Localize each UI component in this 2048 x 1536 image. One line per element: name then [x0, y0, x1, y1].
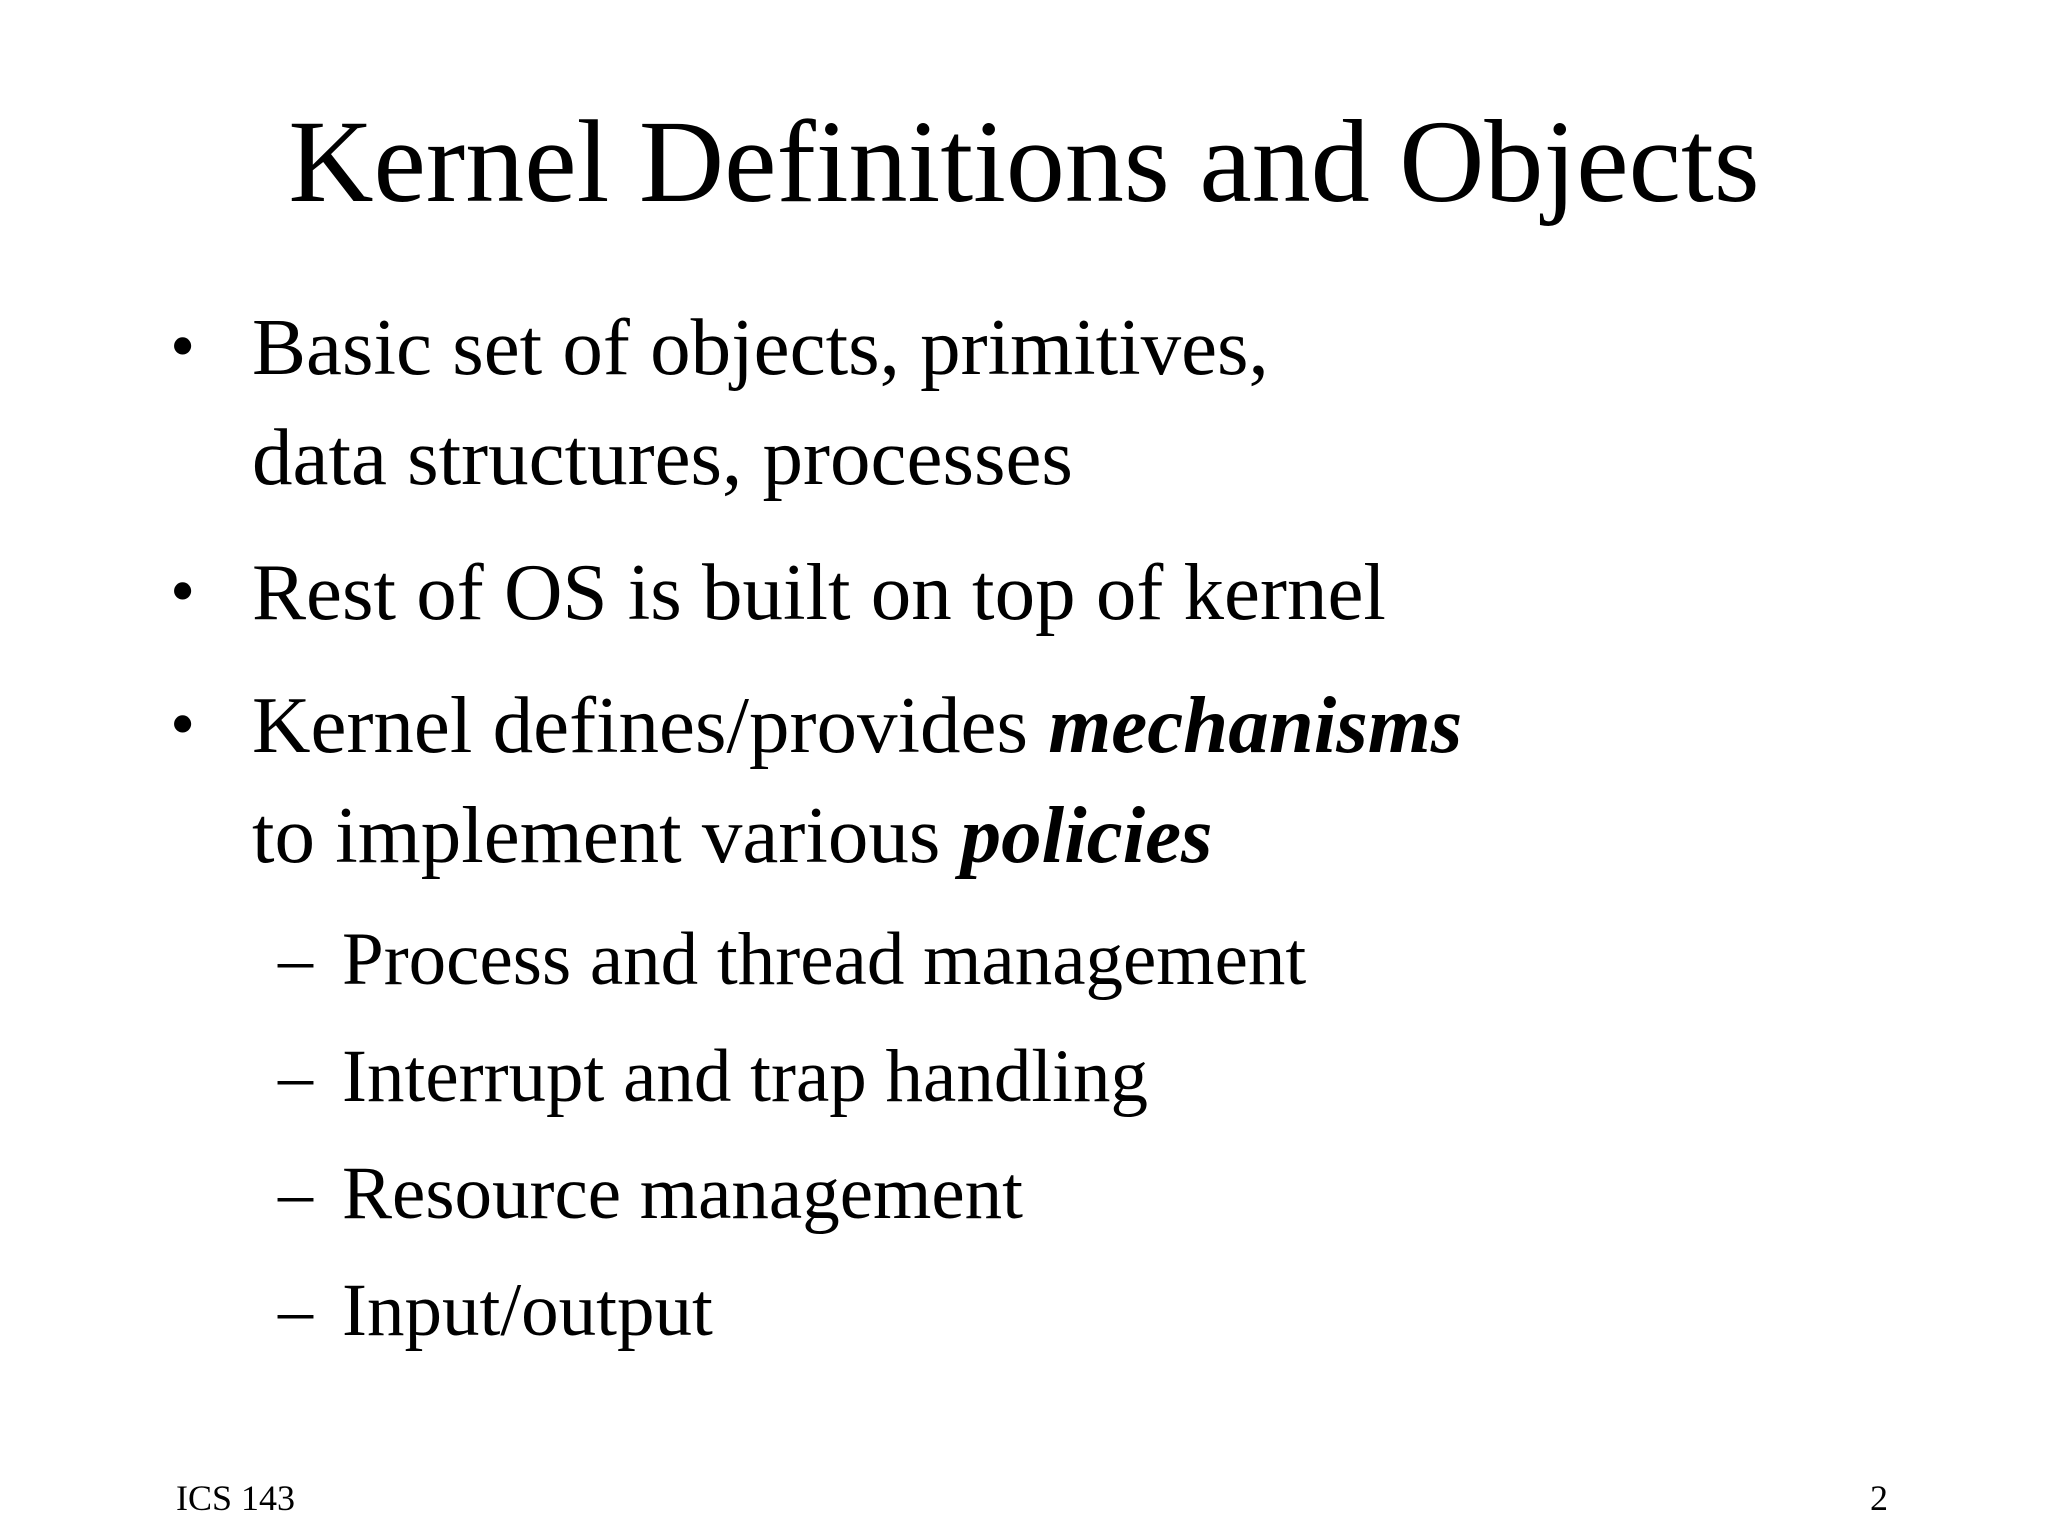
bullet-text-plain: Kernel defines/provides [252, 680, 1049, 770]
footer-course: ICS 143 [176, 1478, 296, 1518]
bullet-icon: • [170, 306, 196, 386]
emphasis-policies: policies [960, 790, 1213, 880]
bullet-line: Basic set of objects, primitives, [252, 302, 1269, 392]
sub-item-label: Input/output [342, 1269, 713, 1352]
bullet-line: Rest of OS is built on top of kernel [252, 547, 1386, 637]
slide-title: Kernel Definitions and Objects [288, 96, 1760, 227]
bullet-icon: • [170, 551, 196, 631]
dash-icon: – [278, 1272, 313, 1349]
dash-icon: – [278, 1038, 313, 1115]
sub-item-label: Resource management [342, 1152, 1023, 1235]
sub-item-label: Interrupt and trap handling [342, 1035, 1148, 1118]
emphasis-mechanisms: mechanisms [1048, 680, 1463, 770]
bullet-line [252, 670, 1462, 780]
dash-icon: – [278, 1155, 313, 1232]
bullet-icon: • [170, 684, 196, 764]
bullet-line [252, 780, 1213, 890]
bullet-line: data structures, processes [252, 412, 1073, 502]
dash-icon: – [278, 921, 313, 998]
bullet-text-plain: to implement various [252, 790, 961, 880]
footer-page-number: 2 [1870, 1478, 1888, 1518]
sub-item-label: Process and thread management [342, 918, 1307, 1001]
